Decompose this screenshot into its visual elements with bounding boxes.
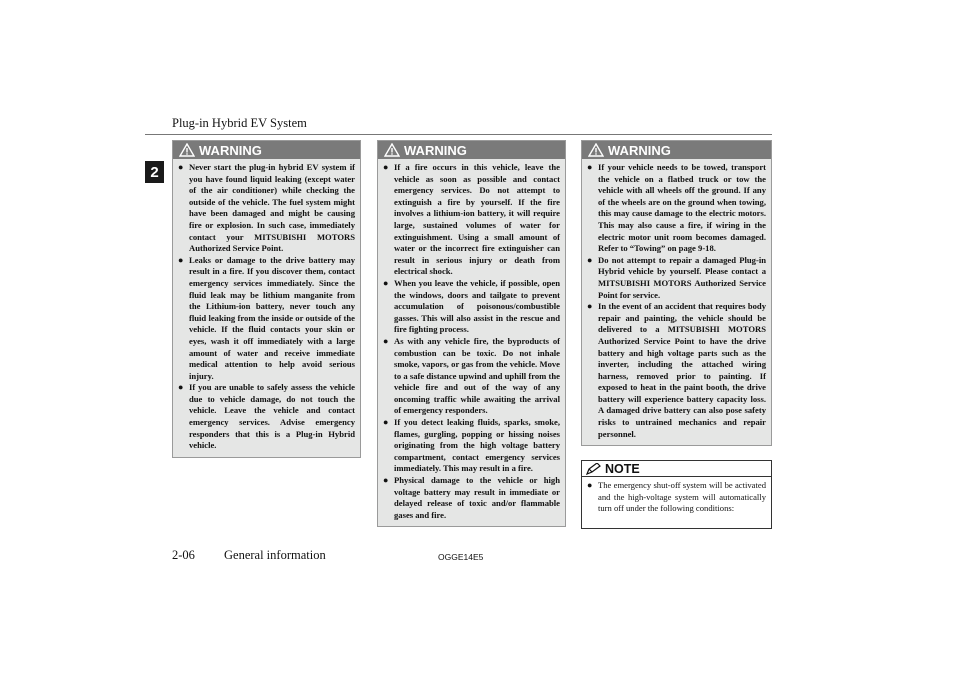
warning-heading bbox=[173, 141, 360, 159]
bullet-dot-icon: ● bbox=[587, 301, 593, 312]
page-number: 2-06 bbox=[172, 548, 195, 562]
note-label: NOTE bbox=[605, 461, 640, 476]
bullet-dot-icon: ● bbox=[587, 162, 593, 172]
warning-box-3 bbox=[581, 140, 772, 446]
list-item: ● Leaks or damage to the drive battery may result in a fire. If you discover them, contact emergency services immediately. Since the fluid leak may be lithium manganite from the Lithium-ion battery, never touch any fluid leaking from the inside or outside of the vehicle. If the fluid contacts your skin or eyes, wash it off immediately with a large amount of water and receive immediate medical attention to help avoid serious injury. bbox=[178, 254, 355, 381]
warning-box-2 bbox=[377, 140, 566, 527]
warning-triangle-icon bbox=[179, 143, 195, 157]
list-item: ● Do not attempt to repair a damaged Plug-in Hybrid vehicle by yourself. Please contact a MITSUBISHI MOTORS Authorized Service Point for service. bbox=[587, 254, 766, 300]
section-title: General information bbox=[224, 548, 326, 562]
list-item: ● Physical damage to the vehicle or high voltage battery may result in immediate or delayed release of toxic and/or flammable gases and fire. bbox=[383, 475, 560, 520]
bullet-dot-icon: ● bbox=[383, 475, 389, 486]
bullet-dot-icon: ● bbox=[178, 382, 184, 393]
bullet-dot-icon: ● bbox=[587, 480, 593, 490]
warning-triangle-icon bbox=[384, 143, 400, 157]
list-item: ● If you are unable to safely assess the vehicle due to vehicle damage, do not touch the vehicle. Leave the vehicle and contact emergency services. Advise emergency responders that this is a Plug-in Hybrid vehicle. bbox=[178, 382, 355, 451]
list-item: ● If a fire occurs in this vehicle, leave the vehicle as soon as possible and contact emergency services. Do not attempt to extinguish a fire by yourself. If the fire involves a lithium-ion battery, it will require large, sustained volumes of water for extinguishment. Using a small amount of water or the incorrect fire extinguisher can result in serious injury or death from electrical shock. bbox=[383, 162, 560, 277]
header-divider bbox=[145, 134, 772, 135]
warning-heading bbox=[378, 141, 565, 159]
warning-triangle-icon bbox=[588, 143, 604, 157]
bullet-dot-icon: ● bbox=[178, 162, 184, 172]
note-pencil-icon bbox=[586, 463, 601, 475]
warning-heading bbox=[582, 141, 771, 159]
note-box bbox=[581, 460, 772, 529]
list-item: ● When you leave the vehicle, if possible, open the windows, doors and tailgate to prevent accumulation of poisonous/combustible gasses. This will also assist in the rescue and fire fighting process. bbox=[383, 277, 560, 335]
list-item: ● In the event of an accident that requires body repair and painting, the vehicle should be delivered to a MITSUBISHI MOTORS Authorized Service Point to have the drive battery and high voltage parts such as the inverter, including the attached wiring harness, removed prior to painting. If exposed to heat in the paint booth, the drive battery will experience battery capacity loss. A damaged drive battery can also pose safety risks to untrained mechanics and repair personnel. bbox=[587, 301, 766, 439]
bullet-dot-icon: ● bbox=[383, 417, 389, 428]
warning-label: WARNING bbox=[199, 142, 262, 158]
bullet-dot-icon: ● bbox=[383, 162, 389, 172]
list-item: ● As with any vehicle fire, the byproducts of combustion can be toxic. Do not inhale smoke, vapors, or gas from the vehicle. Move to a safe distance upwind and uphill from the vehicle fire and out of the way of any oncoming traffic while awaiting the arrival of emergency responders. bbox=[383, 335, 560, 416]
list-item: ● If you detect leaking fluids, sparks, smoke, flames, gurgling, popping or hissing noises originating from the high voltage battery compartment, contact emergency services immediately. This may result in a fire. bbox=[383, 417, 560, 474]
list-item: ● If your vehicle needs to be towed, transport the vehicle on a flatbed truck or tow the vehicle with all wheels off the ground. If any of the wheels are on the ground when towing, this may cause damage to the electric motors. This may also cause a fire, if wiring in the electric motor unit room becomes damaged. Refer to “Towing” on page 9-18. bbox=[587, 162, 766, 254]
bullet-dot-icon: ● bbox=[178, 254, 184, 265]
warning-box-1 bbox=[172, 140, 361, 458]
list-item: ● Never start the plug-in hybrid EV system if you have found liquid leaking (except water of the air conditioner) while checking the outside of the vehicle. The fuel system might have been damaged and might be causing fire or explosion. In such case, immediately contact your MITSUBISHI MOTORS Authorized Service Point. bbox=[178, 162, 355, 254]
document-code: OGGE14E5 bbox=[438, 552, 484, 562]
bullet-dot-icon: ● bbox=[383, 335, 389, 346]
bullet-dot-icon: ● bbox=[383, 277, 389, 288]
bullet-dot-icon: ● bbox=[587, 254, 593, 265]
page-header-title: Plug-in Hybrid EV System bbox=[172, 116, 307, 130]
chapter-tab: 2 bbox=[145, 161, 164, 183]
warning-label: WARNING bbox=[404, 142, 467, 158]
note-heading bbox=[582, 461, 771, 477]
warning-label: WARNING bbox=[608, 142, 671, 158]
list-item: ● The emergency shut-off system will be activated and the high-voltage system will automatically turn off under the following conditions: bbox=[587, 480, 766, 514]
